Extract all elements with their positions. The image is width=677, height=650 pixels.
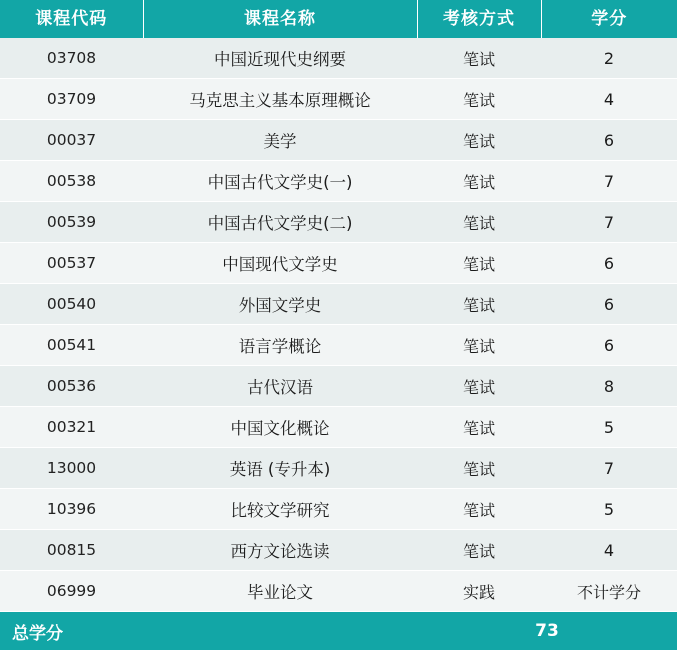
cell-course-name: 古代汉语 bbox=[143, 366, 417, 407]
column-header-name: 课程名称 bbox=[143, 0, 417, 38]
cell-credit: 6 bbox=[541, 120, 677, 161]
cell-course-name: 语言学概论 bbox=[143, 325, 417, 366]
total-row bbox=[0, 612, 677, 650]
cell-credit: 7 bbox=[541, 448, 677, 489]
table-row bbox=[0, 448, 677, 489]
table-row bbox=[0, 366, 677, 407]
cell-credit: 5 bbox=[541, 489, 677, 530]
table-header bbox=[0, 0, 677, 38]
column-header-exam: 考核方式 bbox=[417, 0, 541, 38]
cell-exam-type: 笔试 bbox=[417, 489, 541, 530]
cell-credit: 6 bbox=[541, 284, 677, 325]
cell-course-code: 00815 bbox=[0, 530, 143, 571]
table-row bbox=[0, 202, 677, 243]
cell-course-name: 西方文论选读 bbox=[143, 530, 417, 571]
cell-course-code: 10396 bbox=[0, 489, 143, 530]
cell-course-name: 中国古代文学史(二) bbox=[143, 202, 417, 243]
cell-exam-type: 笔试 bbox=[417, 407, 541, 448]
cell-course-name: 中国近现代史纲要 bbox=[143, 38, 417, 79]
cell-course-code: 00537 bbox=[0, 243, 143, 284]
cell-course-name: 中国文化概论 bbox=[143, 407, 417, 448]
table-row bbox=[0, 325, 677, 366]
cell-course-name: 马克思主义基本原理概论 bbox=[143, 79, 417, 120]
column-header-code: 课程代码 bbox=[0, 0, 143, 38]
cell-exam-type: 笔试 bbox=[417, 325, 541, 366]
cell-course-name: 中国现代文学史 bbox=[143, 243, 417, 284]
table-row bbox=[0, 571, 677, 612]
cell-credit: 6 bbox=[541, 325, 677, 366]
table-row bbox=[0, 120, 677, 161]
cell-exam-type: 笔试 bbox=[417, 448, 541, 489]
cell-credit: 不计学分 bbox=[541, 571, 677, 612]
cell-course-name: 美学 bbox=[143, 120, 417, 161]
cell-exam-type: 笔试 bbox=[417, 120, 541, 161]
cell-exam-type: 笔试 bbox=[417, 161, 541, 202]
cell-course-code: 00540 bbox=[0, 284, 143, 325]
cell-credit: 5 bbox=[541, 407, 677, 448]
table-body bbox=[0, 38, 677, 612]
cell-course-code: 06999 bbox=[0, 571, 143, 612]
cell-course-code: 03708 bbox=[0, 38, 143, 79]
cell-credit: 4 bbox=[541, 530, 677, 571]
cell-credit: 6 bbox=[541, 243, 677, 284]
cell-exam-type: 笔试 bbox=[417, 284, 541, 325]
cell-course-code: 00539 bbox=[0, 202, 143, 243]
total-credit-value: 73 bbox=[417, 612, 677, 650]
cell-course-code: 03709 bbox=[0, 79, 143, 120]
cell-course-name: 毕业论文 bbox=[143, 571, 417, 612]
column-header-credit: 学分 bbox=[541, 0, 677, 38]
cell-course-code: 00321 bbox=[0, 407, 143, 448]
cell-exam-type: 笔试 bbox=[417, 202, 541, 243]
cell-exam-type: 笔试 bbox=[417, 366, 541, 407]
cell-credit: 2 bbox=[541, 38, 677, 79]
table-row bbox=[0, 530, 677, 571]
cell-course-code: 00538 bbox=[0, 161, 143, 202]
cell-course-name: 比较文学研究 bbox=[143, 489, 417, 530]
total-label: 总学分 bbox=[0, 612, 417, 650]
table-row bbox=[0, 489, 677, 530]
cell-course-code: 00541 bbox=[0, 325, 143, 366]
cell-exam-type: 笔试 bbox=[417, 38, 541, 79]
cell-exam-type: 笔试 bbox=[417, 243, 541, 284]
cell-course-name: 英语 (专升本) bbox=[143, 448, 417, 489]
cell-course-name: 外国文学史 bbox=[143, 284, 417, 325]
table-row bbox=[0, 161, 677, 202]
header-row bbox=[0, 0, 677, 38]
cell-exam-type: 笔试 bbox=[417, 79, 541, 120]
cell-credit: 8 bbox=[541, 366, 677, 407]
table-row bbox=[0, 243, 677, 284]
cell-course-code: 00536 bbox=[0, 366, 143, 407]
table-row bbox=[0, 407, 677, 448]
cell-exam-type: 实践 bbox=[417, 571, 541, 612]
cell-course-code: 13000 bbox=[0, 448, 143, 489]
table-row bbox=[0, 284, 677, 325]
cell-credit: 4 bbox=[541, 79, 677, 120]
cell-credit: 7 bbox=[541, 161, 677, 202]
cell-credit: 7 bbox=[541, 202, 677, 243]
cell-exam-type: 笔试 bbox=[417, 530, 541, 571]
cell-course-code: 00037 bbox=[0, 120, 143, 161]
table-row bbox=[0, 38, 677, 79]
cell-course-name: 中国古代文学史(一) bbox=[143, 161, 417, 202]
table-footer bbox=[0, 612, 677, 650]
table-row bbox=[0, 79, 677, 120]
